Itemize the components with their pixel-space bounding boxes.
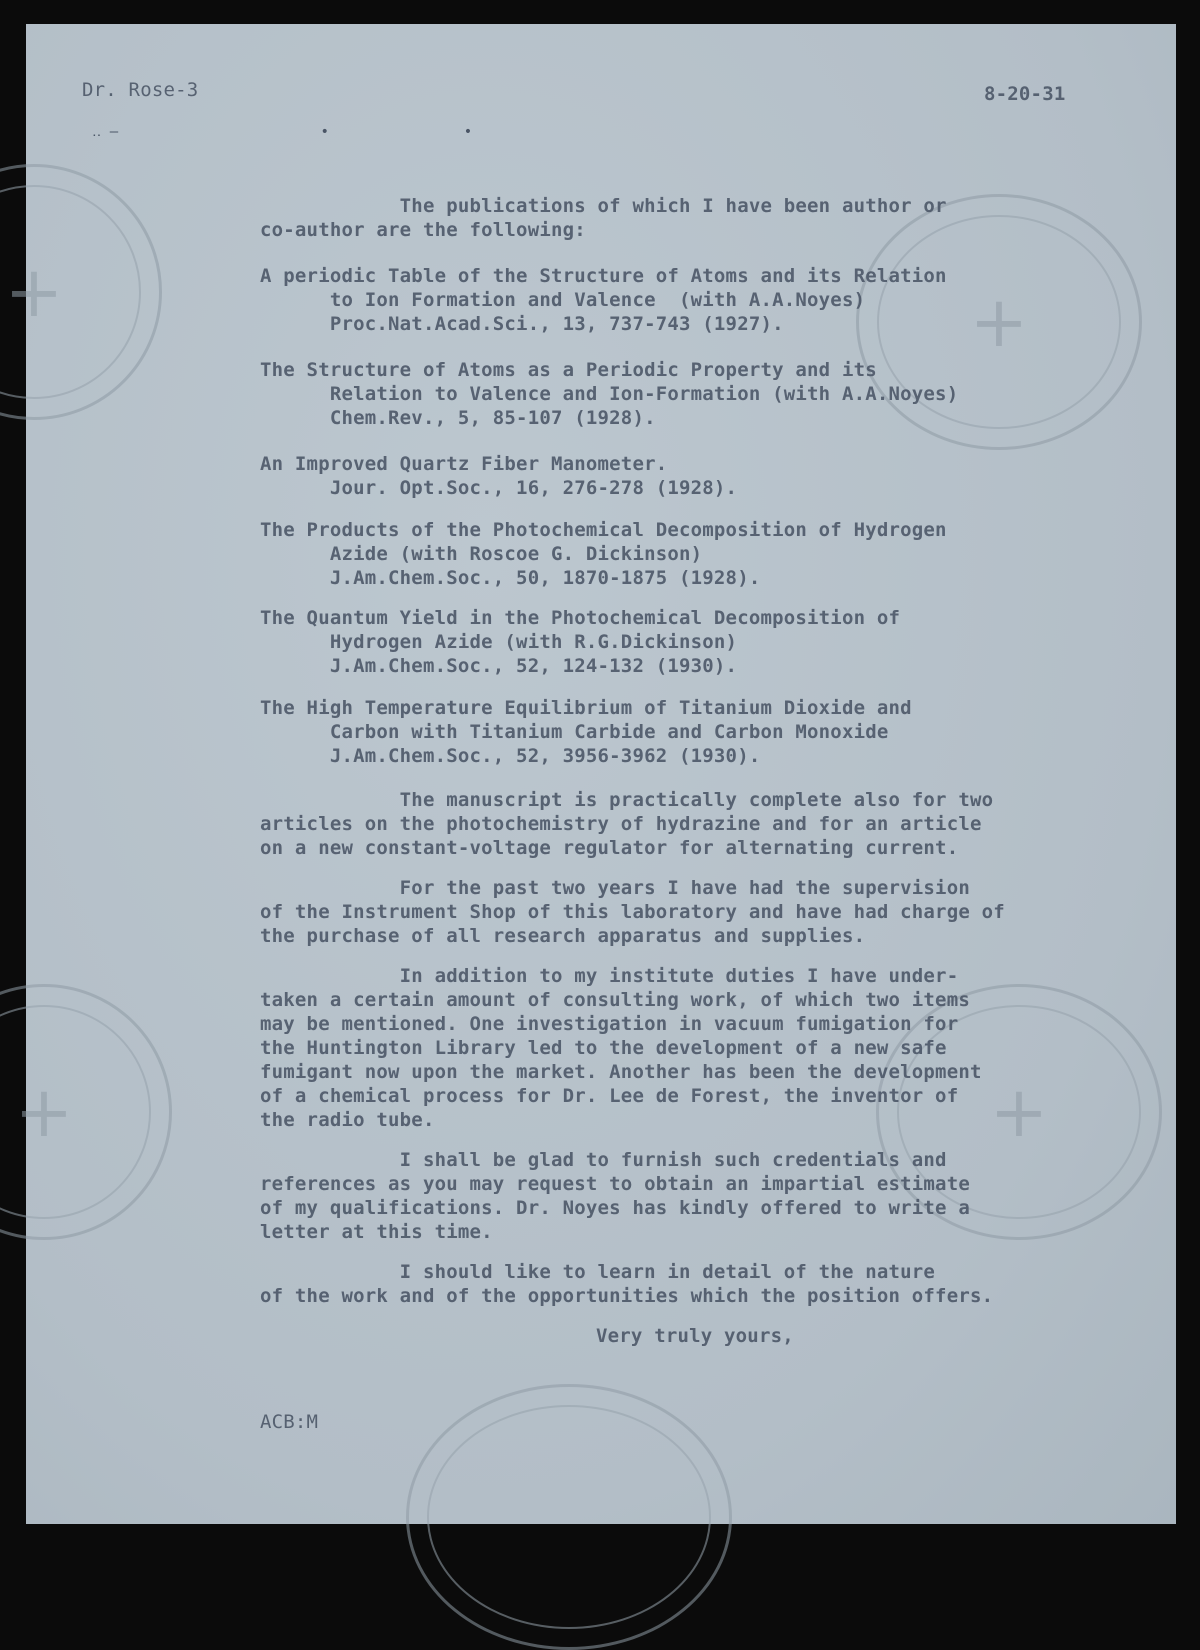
header-left: Dr. Rose-3 <box>82 79 199 101</box>
text-line: of my qualifications. Dr. Noyes has kindly offered to write a <box>260 1197 970 1219</box>
stamp-cross-icon: + <box>989 1071 1049 1153</box>
citation-line: Jour. Opt.Soc., 16, 276-278 (1928). <box>260 477 738 499</box>
text-line: co-author are the following: <box>260 219 586 241</box>
text-line: fumigant now upon the market. Another has been the development <box>260 1061 982 1083</box>
citation-line: J.Am.Chem.Soc., 52, 3956-3962 (1930). <box>260 745 761 767</box>
text-line: letter at this time. <box>260 1221 493 1243</box>
typist-initials: ACB:M <box>260 1411 319 1433</box>
text-line: may be mentioned. One investigation in vacuum fumigation for <box>260 1013 959 1035</box>
citation-line: An Improved Quartz Fiber Manometer. <box>260 453 668 475</box>
stray-marks: ․․ — • • <box>92 124 473 140</box>
copies-stamp-left-bottom <box>0 984 172 1240</box>
citation-line: A periodic Table of the Structure of Atoms and its Relation <box>260 265 947 287</box>
citation-line: Hydrogen Azide (with R.G.Dickinson) <box>260 631 738 653</box>
stamp-cross-icon: + <box>14 1071 74 1153</box>
closing: Very truly yours, <box>596 1325 794 1347</box>
text-line: articles on the photochemistry of hydrazine and for an article <box>260 813 982 835</box>
copies-stamp-bottom <box>406 1384 732 1650</box>
text-line: In addition to my institute duties I have under- <box>260 965 959 987</box>
citation-line: The Products of the Photochemical Decomposition of Hydrogen <box>260 519 947 541</box>
stamp-cross-icon: + <box>4 251 64 333</box>
text-line: references as you may request to obtain an impartial estimate <box>260 1173 970 1195</box>
citation-line: The Quantum Yield in the Photochemical Decomposition of <box>260 607 901 629</box>
text-line: The publications of which I have been author or <box>260 195 947 217</box>
text-line: the radio tube. <box>260 1109 435 1131</box>
text-line: I should like to learn in detail of the nature <box>260 1261 936 1283</box>
text-line: the Huntington Library led to the development of a new safe <box>260 1037 947 1059</box>
letter-page <box>4 24 1176 1524</box>
citation-line: Proc.Nat.Acad.Sci., 13, 737-743 (1927). <box>260 313 784 335</box>
text-line: on a new constant-voltage regulator for alternating current. <box>260 837 959 859</box>
citation-line: Chem.Rev., 5, 85-107 (1928). <box>260 407 656 429</box>
stamp-ring <box>427 1405 711 1629</box>
text-line: taken a certain amount of consulting work, of which two items <box>260 989 970 1011</box>
text-line: The manuscript is practically complete also for two <box>260 789 994 811</box>
text-line: of the Instrument Shop of this laboratory and have had charge of <box>260 901 1005 923</box>
citation-line: Relation to Valence and Ion-Formation (with A.A.Noyes) <box>260 383 959 405</box>
citation-line: Carbon with Titanium Carbide and Carbon Monoxide <box>260 721 889 743</box>
citation-line: Azide (with Roscoe G. Dickinson) <box>260 543 703 565</box>
header-date: 8-20-31 <box>984 83 1066 105</box>
text-line: I shall be glad to furnish such credentials and <box>260 1149 947 1171</box>
citation-line: to Ion Formation and Valence (with A.A.Noyes) <box>260 289 866 311</box>
citation-line: The Structure of Atoms as a Periodic Property and its <box>260 359 877 381</box>
citation-line: The High Temperature Equilibrium of Titanium Dioxide and <box>260 697 912 719</box>
text-line: For the past two years I have had the supervision <box>260 877 970 899</box>
citation-line: J.Am.Chem.Soc., 50, 1870-1875 (1928). <box>260 567 761 589</box>
citation-line: J.Am.Chem.Soc., 52, 124-132 (1930). <box>260 655 738 677</box>
text-line: the purchase of all research apparatus and supplies. <box>260 925 866 947</box>
text-line: of a chemical process for Dr. Lee de Forest, the inventor of <box>260 1085 959 1107</box>
copies-stamp-left-top <box>0 164 162 420</box>
copies-stamp-right-top <box>856 194 1142 450</box>
text-line: of the work and of the opportunities which the position offers. <box>260 1285 994 1307</box>
stamp-cross-icon: + <box>969 281 1029 363</box>
